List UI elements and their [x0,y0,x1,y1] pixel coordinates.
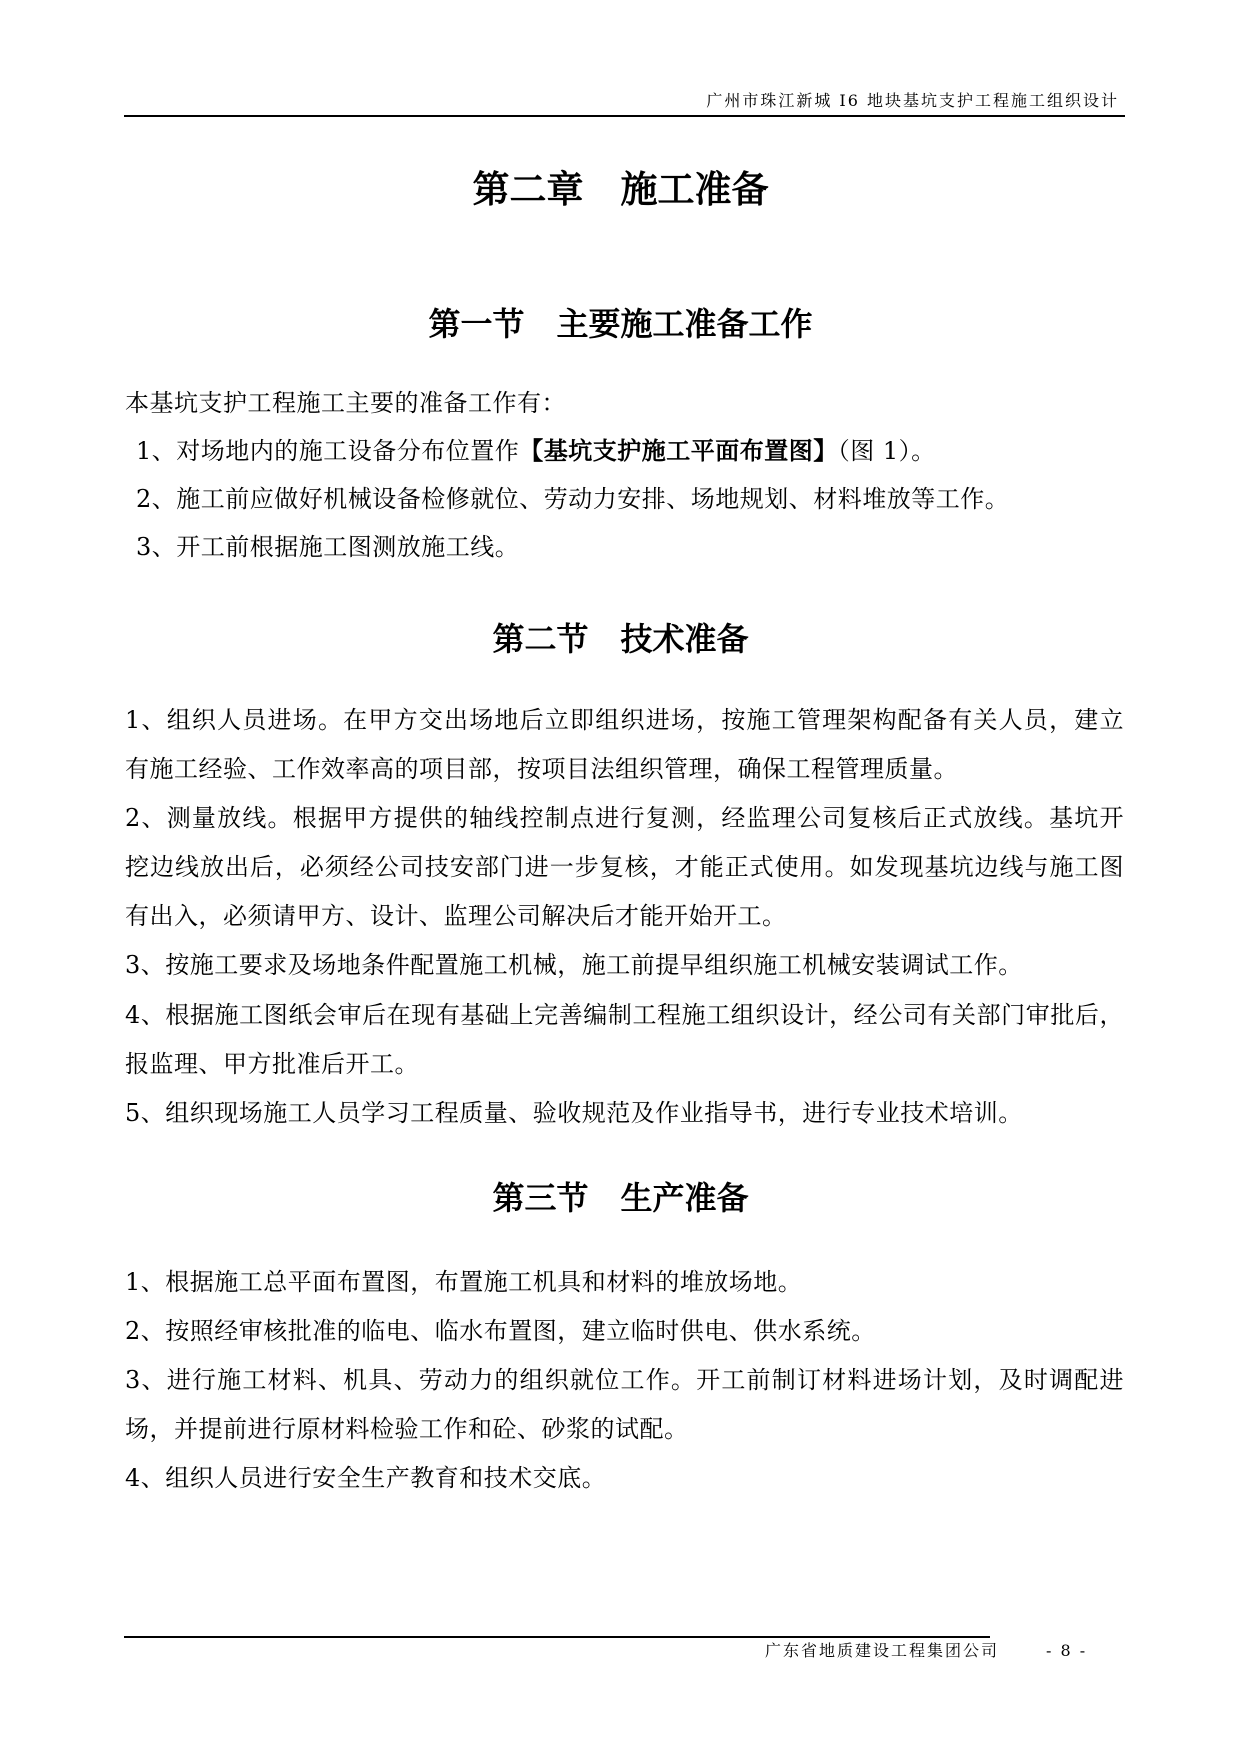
paragraph-line: 有出入，必须请甲方、设计、监理公司解决后才能开始开工。 [125,902,787,931]
chapter-title [0,164,1241,214]
section-number: 第一节 [428,305,525,343]
list-item [125,427,1124,475]
paragraph-line: 1、组织人员进场。在甲方交出场地后立即组织进场，按施工管理架构配备有关人员，建立 [125,706,1124,734]
paragraph-line: 2、按照经审核批准的临电、临水布置图，建立临时供电、供水系统。 [125,1317,876,1345]
page-number: - 8 - [1046,1641,1088,1660]
list-item-text: （图 1）。 [837,437,936,465]
paragraph-line: 报监理、甲方批准后开工。 [125,1049,419,1078]
paragraph-line: 1、根据施工总平面布置图，布置施工机具和材料的堆放场地。 [125,1268,803,1296]
chapter-name: 施工准备 [620,167,769,211]
list-item-text: 1、对场地内的施工设备分布位置作 [136,437,520,465]
paragraph-line: 3、按施工要求及场地条件配置施工机械，施工前提早组织施工机械安装调试工作。 [125,951,1023,980]
figure-reference-bold: 【基坑支护施工平面布置图】 [519,436,838,465]
list-item: 2、施工前应做好机械设备检修就位、劳动力安排、场地规划、材料堆放等工作。 [136,485,1010,513]
chapter-number: 第二章 [472,167,584,211]
section-title-3 [0,1176,1241,1220]
paragraph-line: 5、组织现场施工人员学习工程质量、验收规范及作业指导书，进行专业技术培训。 [125,1098,1023,1127]
section-intro: 本基坑支护工程施工主要的准备工作有： [125,389,566,417]
header-rule [124,115,1125,117]
section-title-1 [0,302,1241,346]
paragraph-line: 2、测量放线。根据甲方提供的轴线控制点进行复测，经监理公司复核后正式放线。基坑开 [125,804,1124,833]
section-heading: 生产准备 [620,1179,749,1217]
paragraph-line: 有施工经验、工作效率高的项目部，按项目法组织管理，确保工程管理质量。 [125,755,958,784]
section-heading: 主要施工准备工作 [556,305,813,343]
section-2-body [125,696,1124,1138]
section-3-body [125,1258,1124,1503]
section-number: 第二节 [492,620,589,658]
paragraph-line: 4、组织人员进行安全生产教育和技术交底。 [125,1464,607,1492]
running-header-title: 广州市珠江新城 I6 地块基坑支护工程施工组织设计 [706,91,1119,110]
paragraph-line: 3、进行施工材料、机具、劳动力的组织就位工作。开工前制订材料进场计划，及时调配进 [125,1366,1124,1394]
paragraph-line: 场，并提前进行原材料检验工作和砼、砂浆的试配。 [125,1415,689,1443]
section-number: 第三节 [492,1179,589,1217]
section-1-body [125,379,1124,571]
section-heading: 技术准备 [620,620,749,658]
paragraph-line: 4、根据施工图纸会审后在现有基础上完善编制工程施工组织设计，经公司有关部门审批后， [125,1000,1124,1029]
section-title-2 [0,617,1241,661]
list-item: 3、开工前根据施工图测放施工线。 [136,533,520,561]
paragraph-line: 挖边线放出后，必须经公司技安部门进一步复核，才能正式使用。如发现基坑边线与施工图 [125,853,1124,882]
footer-rule [124,1636,990,1638]
footer-company-name: 广东省地质建设工程集团公司 [765,1641,1000,1660]
